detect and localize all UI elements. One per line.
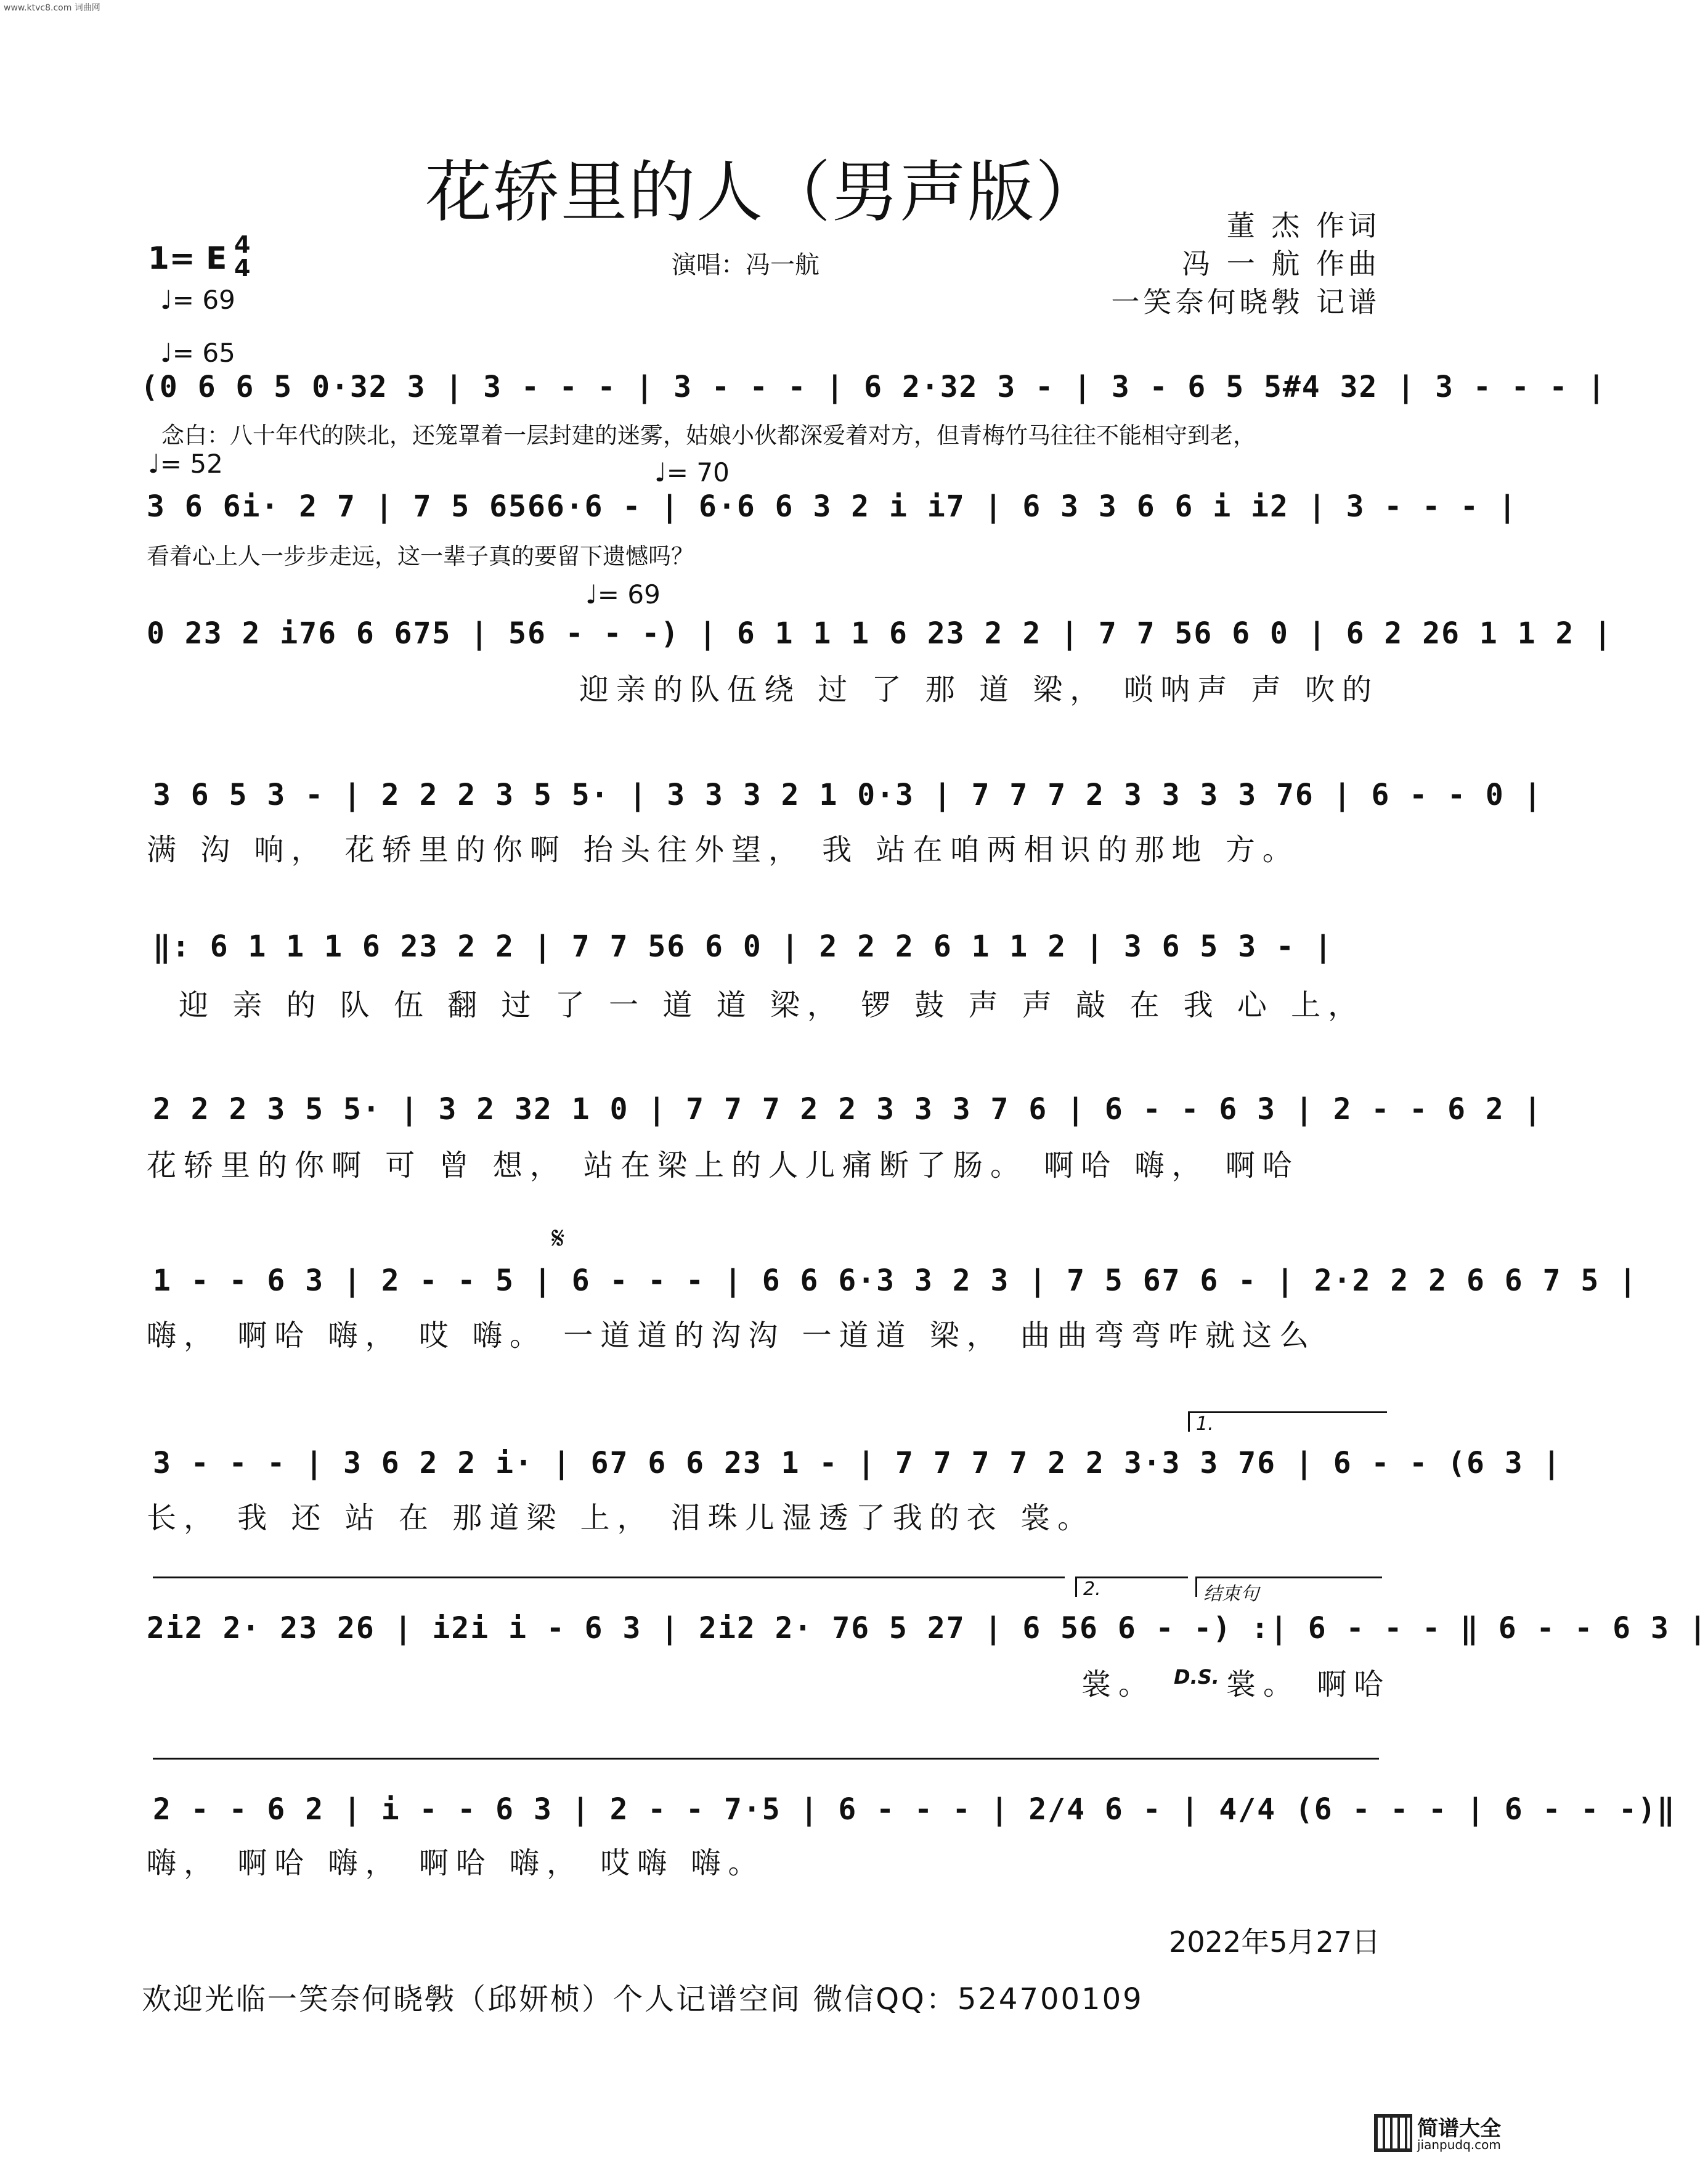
first-ending-bracket: 1. (1188, 1411, 1387, 1432)
transcriber-credit: 一笑奈何晓斅 记谱 (1111, 285, 1380, 319)
transcription-date: 2022年5月27日 (1169, 1925, 1380, 1959)
ending-phrase-bracket: 结束句 (1195, 1577, 1382, 1597)
system-10-notes: 2 - - 6 2 | i - - 6 3 | 2 - - 7·5 | 6 - - - | 2/4 6 - | 4/4 (6 - - - | 6 - - -)‖ (153, 1792, 1676, 1827)
footer-note: 欢迎光临一笑奈何晓斅（邱妍桢）个人记谱空间 微信QQ：524700109 (142, 1982, 1144, 2017)
system-9-notes: 2i2 2· 23 26 | i2i i - 6 3 | 2i2 2· 76 5 27 | 6 56 6 - -) :| 6 - - - ‖ 6 - - 6 3 | (147, 1611, 1708, 1646)
system-3-lyrics: 迎亲的队伍绕 过 了 那 道 梁， 唢呐声 声 吹的 (579, 672, 1380, 707)
system-1-narration: 念白：八十年代的陕北，还笼罩着一层封建的迷雾，姑娘小伙都深爱着对方，但青梅竹马往往不能相守到老， (161, 422, 1256, 449)
singer-credit: 演唱：冯一航 (672, 251, 819, 279)
system-1-notes: (0 6 6 5 0·32 3 | 3 - - - | 3 - - - | 6 2·32 3 - | 3 - 6 5 5#4 32 | 3 - - - | (140, 370, 1607, 404)
main-tempo: ♩= 69 (160, 285, 235, 315)
system-3-tempo: ♩= 69 (585, 579, 661, 610)
system-9-lyrics-second-ending: 裳。 (1081, 1667, 1156, 1702)
time-signature (234, 233, 250, 280)
system-5-notes: ‖: 6 1 1 1 6 23 2 2 | 7 7 56 6 0 | 2 2 2 6 1 1 2 | 3 6 5 3 - | (153, 929, 1333, 964)
ending-bracket-line (153, 1758, 1379, 1760)
system-5-lyrics: 迎 亲 的 队 伍 翻 过 了 一 道 道 梁， 锣 鼓 声 声 敲 在 我 心 上， (179, 988, 1365, 1022)
first-ending-continuation (153, 1577, 1065, 1578)
system-9-lyrics-ending: 裳。 啊哈 (1226, 1667, 1391, 1702)
time-signature-bottom: 4 (234, 255, 251, 282)
logo-url: jianpudq.com (1417, 2137, 1501, 2152)
lyricist-credit: 董 杰 作词 (1226, 209, 1380, 242)
time-signature-top: 4 (234, 231, 251, 258)
system-7-notes: 1 - - 6 3 | 2 - - 5 | 6 - - - | 6 6 6·3 3 2 3 | 7 5 67 6 - | 2·2 2 2 6 6 7 5 | (153, 1263, 1638, 1298)
logo-title: 简谱大全 (1417, 2116, 1501, 2141)
system-6-lyrics: 花轿里的你啊 可 曾 想， 站在梁上的人儿痛断了肠。 啊哈 嗨， 啊哈 (147, 1148, 1299, 1183)
system-2-tempo: ♩= 52 (148, 449, 223, 479)
site-logo (1374, 2111, 1516, 2155)
system-4-lyrics: 满 沟 响， 花轿里的你啊 抬头往外望， 我 站在咱两相识的那地 方。 (147, 833, 1299, 867)
dal-segno-mark: D.S. (1174, 1665, 1219, 1689)
site-watermark: www.ktvc8.com 词曲网 (4, 3, 100, 13)
system-2-notes: 3 6 6i· 2 7 | 7 5 6566·6 - | 6·6 6 3 2 i i7 | 6 3 3 6 6 i i2 | 3 - - - | (147, 489, 1518, 524)
song-title: 花轿里的人（男声版） (425, 154, 1103, 231)
system-4-notes: 3 6 5 3 - | 2 2 2 3 5 5· | 3 3 3 2 1 0·3 | 7 7 7 2 3 3 3 3 76 | 6 - - 0 | (153, 778, 1543, 812)
system-2-narration: 看着心上人一步步走远，这一辈子真的要留下遗憾吗？ (147, 543, 694, 569)
system-8-lyrics: 长， 我 还 站 在 那道梁 上， 泪珠儿湿透了我的衣 裳。 (147, 1501, 1095, 1535)
system-2-tempo-change: ♩= 70 (654, 457, 730, 487)
key-signature: 1= E (148, 240, 227, 276)
system-7-lyrics: 嗨， 啊哈 嗨， 哎 嗨。 一道道的沟沟 一道道 梁， 曲曲弯弯咋就这么 (147, 1318, 1317, 1353)
system-8-notes: 3 - - - | 3 6 2 2 i· | 67 6 6 23 1 - | 7 7 7 7 2 2 3·3 3 76 | 6 - - (6 3 | (153, 1446, 1562, 1480)
composer-credit: 冯 一 航 作曲 (1182, 247, 1380, 280)
segno-sign: 𝄋 (551, 1220, 565, 1256)
system-1-tempo: ♩= 65 (160, 338, 235, 368)
second-ending-bracket: 2. (1075, 1577, 1188, 1597)
system-6-notes: 2 2 2 3 5 5· | 3 2 32 1 0 | 7 7 7 2 2 3 3 3 7 6 | 6 - - 6 3 | 2 - - 6 2 | (153, 1092, 1543, 1127)
system-3-notes: 0 23 2 i76 6 675 | 56 - - -) | 6 1 1 1 6 23 2 2 | 7 7 56 6 0 | 6 2 26 1 1 2 | (147, 616, 1613, 651)
system-10-lyrics: 嗨， 啊哈 嗨， 啊哈 嗨， 哎嗨 嗨。 (147, 1846, 765, 1880)
